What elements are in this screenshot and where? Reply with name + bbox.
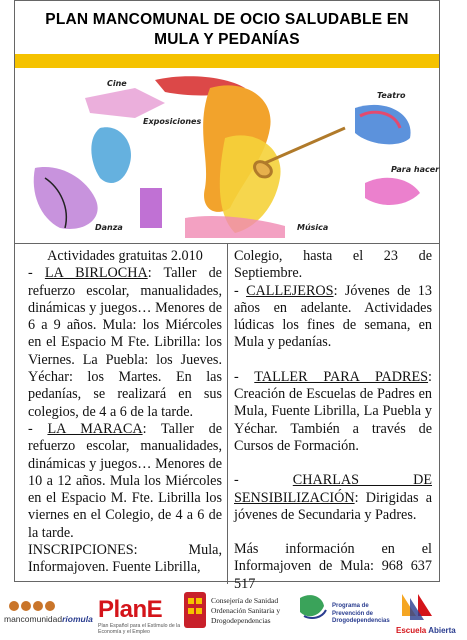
content-columns [15,243,439,592]
blue-sculpture-shape [91,127,131,183]
film-strip-shape [85,88,165,118]
poster [14,0,440,592]
info-paragraph: Más información en el Informajoven de Mula: 968 637 517 [234,541,432,592]
charlas-name: CHARLAS DE SENSIBILIZACIÓN [234,472,432,506]
pink-floor-shape [185,216,285,238]
consejeria-text: Consejería de Sanidad Ordenación Sanitaria y Drogodependencias [211,596,281,625]
charlas-paragraph [234,472,432,524]
charlas-text: : Dirigidas a jóvenes de Secundaria y Padres. [234,489,432,523]
mancomunidad-prefix: mancomunidad [4,614,63,624]
yellow-band [15,54,439,68]
birlocha-text: : Taller de refuerzo escolar, manualidades, dinámicas y juegos… Menores de 6 a 9 años. Mula: los Miércoles en el Espacio M Fte. Librilla: los Viernes. La Puebla: los Jueves. Yéchar: los Martes. En las pedanías, se realizará en sus colegios, de 4 a 6 de la tarde. [28,265,222,420]
continuation-paragraph: Colegio, hasta el 23 de Septiembre. [234,248,432,282]
eps-logo-icon [300,595,326,618]
taller-padres-name: TALLER PARA PADRES [254,368,429,385]
label-exposiciones: Exposiciones [143,117,202,126]
birlocha-paragraph [28,265,222,421]
illustration-svg [15,68,441,243]
callejeros-paragraph [234,283,432,352]
spacer [234,352,432,369]
column-divider [227,244,228,584]
birlocha-name: LA BIRLOCHA [44,265,148,282]
taller-padres-prefix: - [234,368,255,385]
mancomunidad-logo-text [4,614,93,624]
callejeros-text: : Jóvenes de 13 años en adelante. Actividades lúdicas los fines de semana, en Mula y pedanías. [234,282,432,351]
poster-title-line2: MULA Y PEDANÍAS [154,31,300,48]
label-para-hacer: Para hacer [391,165,440,174]
mancomunidad-logo-icon [9,601,55,611]
taller-padres-text: : Creación de Escuelas de Padres en Mula, Fuente Librilla, La Puebla y Yéchar. También a través de Cursos de Formación. [234,368,432,454]
maraca-text: : Taller de refuerzo escolar, manualidades, dinámicas y juegos… Menores de 10 a 12 años. Mula los Miércoles en el Espacio M. Fte. Librilla los viernes en el Colegio, de 4 a 6 de la tarde. [28,420,222,541]
mancomunidad-brand: riomula [62,614,93,624]
birlocha-prefix: - [28,265,45,282]
maraca-paragraph [28,421,222,542]
spacer [234,524,432,541]
maraca-name: LA MARACA [47,420,143,437]
pedestal-shape [140,188,162,228]
charlas-prefix: - [234,472,293,489]
escuela-abierta-logo-icon [402,594,432,620]
right-column [234,248,432,593]
escuela-abierta-text [396,626,456,635]
taller-padres-paragraph [234,369,432,455]
abierta-word: Abierta [428,626,456,635]
callejeros-name: CALLEJEROS [246,282,334,299]
left-column [28,248,222,577]
theatre-mask-shape [355,105,411,144]
callejeros-prefix: - [234,282,247,299]
maraca-prefix: - [28,420,48,437]
plane-logo: PlanE [98,596,163,623]
activities-heading: Actividades gratuitas 2.010 [47,248,203,264]
label-teatro: Teatro [377,91,406,100]
escuela-word: Escuela [396,626,427,635]
inscripciones-paragraph: INSCRIPCIONES: Mula, Informajoven. Fuente Librilla, [28,542,222,576]
eps-program-text: Programa de Prevención de Drogodependencias [332,603,390,624]
illustration [15,68,439,243]
label-musica: Música [297,223,329,232]
poster-title-line1: PLAN MANCOMUNAL DE OCIO SALUDABLE EN [45,11,409,28]
label-cine: Cine [107,79,127,88]
plane-subtitle: Plan Español para el Estímulo de la Economía y el Empleo [98,623,181,635]
label-danza: Danza [95,223,123,232]
spacer [234,455,432,472]
sponsor-footer [0,586,467,640]
music-notes-shape [365,178,420,205]
